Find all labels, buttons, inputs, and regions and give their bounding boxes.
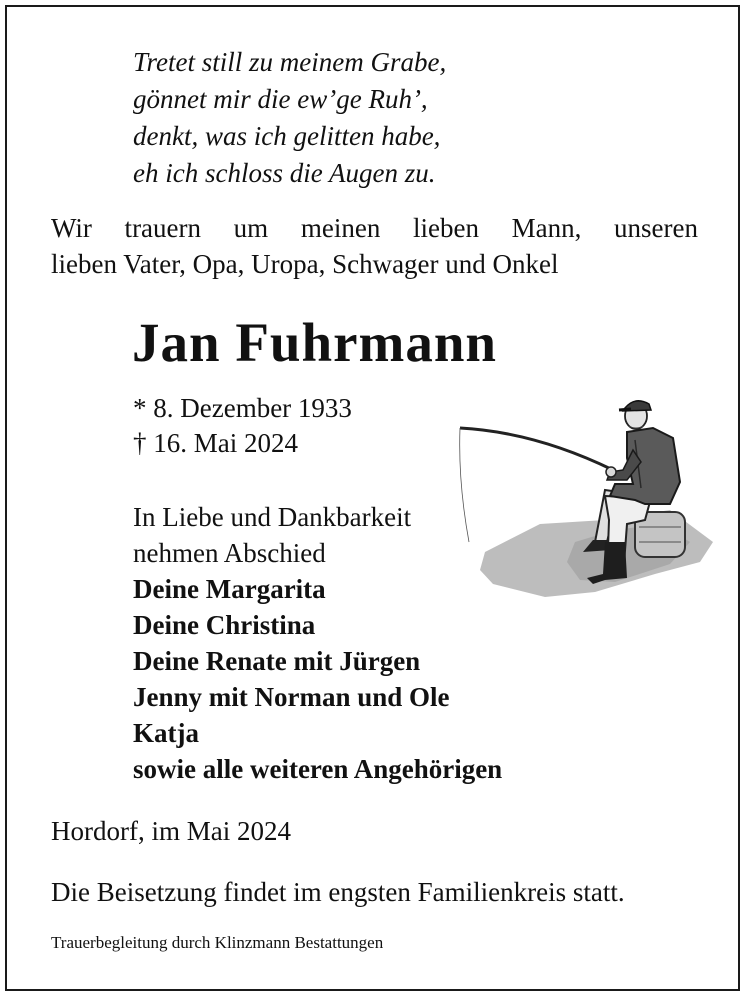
burial-note: Die Beisetzung findet im engsten Familienkreis statt.: [51, 877, 625, 907]
intro-line: Wir trauern um meinen lieben Mann, unseren: [51, 213, 698, 243]
birth-date: * 8. Dezember 1933: [133, 393, 352, 423]
mourner-name: Jenny mit Norman und Ole: [133, 682, 450, 712]
mourner-name: Deine Christina: [133, 610, 316, 640]
funeral-home-credit: Trauerbegleitung durch Klinzmann Bestattungen: [51, 933, 384, 952]
mourner-name: Katja: [133, 718, 199, 748]
death-date: † 16. Mai 2024: [133, 428, 298, 458]
mourners-line: nehmen Abschied: [133, 538, 326, 568]
deceased-name: Jan Fuhrmann: [132, 312, 498, 373]
mourner-name: Deine Renate mit Jürgen: [133, 646, 421, 676]
mourners-block: [133, 499, 502, 787]
mourner-name: sowie alle weiteren Angehörigen: [133, 754, 503, 784]
life-dates: [133, 391, 352, 461]
intro-text: [51, 210, 698, 282]
poem-line: gönnet mir die ew’ge Ruh’,: [133, 84, 428, 114]
intro-line: lieben Vater, Opa, Uropa, Schwager und Onkel: [51, 249, 559, 279]
poem-line: denkt, was ich gelitten habe,: [133, 121, 441, 151]
poem-line: eh ich schloss die Augen zu.: [133, 158, 436, 188]
poem: [133, 44, 446, 192]
place-date: Hordorf, im Mai 2024: [51, 816, 291, 846]
mourner-name: Deine Margarita: [133, 574, 326, 604]
mourners-line: In Liebe und Dankbarkeit: [133, 502, 412, 532]
poem-line: Tretet still zu meinem Grabe,: [133, 47, 447, 77]
